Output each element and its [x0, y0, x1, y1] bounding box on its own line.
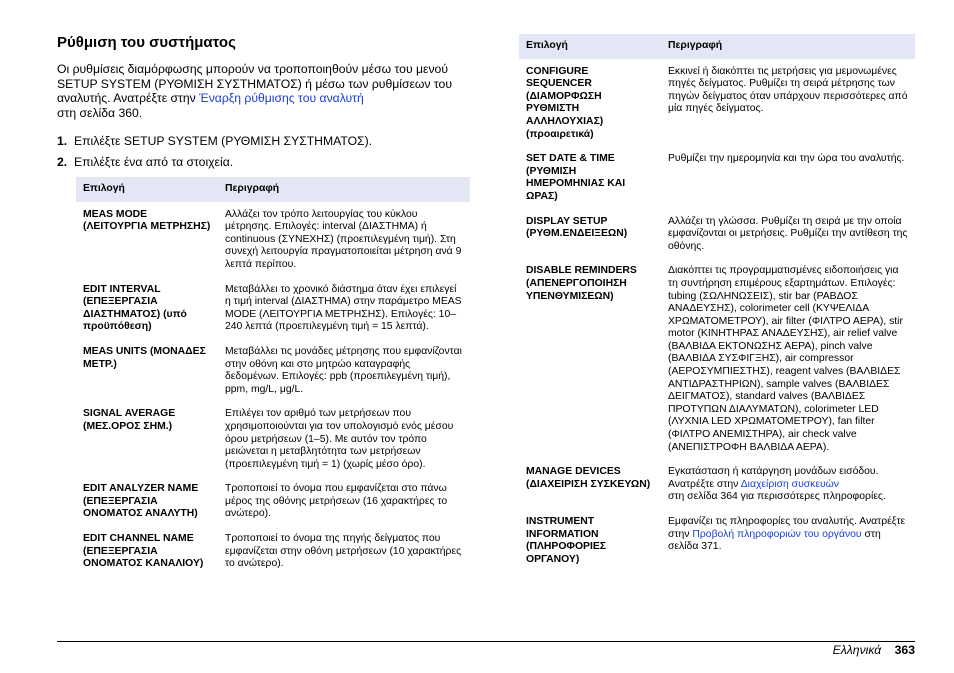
table-row: [76, 202, 470, 277]
option-cell: EDIT ANALYZER NAME (ΕΠΕΞΕΡΓΑΣΙΑ ΟΝΟΜΑΤΟΣ ΑΝΑΛΥΤΗ): [83, 483, 199, 520]
header-description: Περιγραφή: [218, 177, 470, 202]
table-header-row: [76, 177, 470, 202]
table-row: [519, 59, 915, 147]
table-row: [76, 277, 470, 339]
manage-devices-link[interactable]: Διαχείριση συσκευών: [740, 478, 839, 490]
description-cell: Εκκινεί ή διακόπτει τις μετρήσεις για μεμονωμένες πηγές δείγματος. Ρυθμίζει τη σειρά μέτρησης των πηγών δείγματος όταν υπάρχουν περισσότερες από μία πηγές δείγματος.: [668, 65, 908, 115]
intro-text: Οι ρυθμίσεις διαμόρφωσης μπορούν να τροποποιηθούν μέσω του μενού SETUP SYSTEM (ΡΥΘΜΙΣΗ ΣΥΣΤΗΜΑΤΟΣ) ή μέσω των ρυθμίσεων του αναλυτής. Ανατρέξτε στην: [57, 62, 452, 105]
option-cell: MEAS MODE (ΛΕΙΤΟΥΡΓΙΑ ΜΕΤΡΗΣΗΣ): [83, 208, 211, 233]
description-cell: Αλλάζει τη γλώσσα. Ρυθμίζει τη σειρά με την οποία εμφανίζονται οι μετρήσεις. Ρυθμίζει την αντίθεση της οθόνης.: [668, 215, 908, 252]
header-option: Επιλογή: [76, 177, 218, 202]
description-cell: Αλλάζει τον τρόπο λειτουργίας του κύκλου μέτρησης. Επιλογές: interval (ΔΙΑΣΤΗΜΑ) ή continuous (ΣΥΝΕΧΗΣ) (προεπιλεγμένη τιμή). Στη συνεχή λειτουργία πραγματοποιείται μέτρηση ανά 9 λεπτά περίπου.: [225, 208, 462, 270]
header-option: Επιλογή: [519, 34, 661, 59]
step-number: 2.: [57, 154, 68, 169]
page-number: 363: [894, 643, 915, 657]
step-item: [57, 134, 477, 149]
footer-language: Ελληνικά: [832, 643, 882, 657]
options-table-left: [76, 177, 470, 576]
description-cell: Μεταβάλλει τις μονάδες μέτρησης που εμφανίζονται στην οθόνη και στο μητρώο καταγραφής δεδομένων. Επιλογές: ppb (προεπιλεγμένη τιμή), ppm, mg/L, μg/L.: [225, 345, 462, 395]
table-row: [519, 146, 915, 208]
intro-paragraph: [57, 62, 477, 120]
table-row: [76, 526, 470, 576]
page-footer: [833, 643, 915, 657]
option-cell: SIGNAL AVERAGE (ΜΕΣ.ΟΡΟΣ ΣΗΜ.): [83, 408, 176, 432]
description-text: Εμφανίζει τις πληροφορίες του αναλυτής. Ανατρέξτε στην: [668, 516, 906, 540]
option-cell: MANAGE DEVICES (ΔΙΑΧΕΙΡΙΣΗ ΣΥΣΚΕΥΩΝ): [526, 466, 651, 490]
option-cell: INSTRUMENT INFORMATION (ΠΛΗΡΟΦΟΡΙΕΣ ΟΡΓΑΝΟΥ): [526, 516, 607, 565]
description-cell: Μεταβάλλει το χρονικό διάστημα όταν έχει επιλεγεί η τιμή interval (ΔΙΑΣΤΗΜΑ) στην παράμετρο MEAS MODE (ΛΕΙΤΟΥΡΓΙΑ ΜΕΤΡΗΣΗΣ). Επιλογές: 10–240 λεπτά (προεπιλεγμένη τιμή = 15 λεπτά).: [225, 283, 462, 333]
option-cell: DISPLAY SETUP (ΡΥΘΜ.ΕΝΔΕΙΞΕΩΝ): [526, 215, 628, 240]
step-item: [57, 155, 477, 170]
table-row: [76, 401, 470, 476]
option-cell: EDIT CHANNEL NAME (ΕΠΕΞΕΡΓΑΣΙΑ ΟΝΟΜΑΤΟΣ ΚΑΝΑΛΙΟΥ): [83, 533, 204, 570]
description-suffix: στη σελίδα 364 για περισσότερες πληροφορίες.: [668, 491, 886, 503]
section-title: Ρύθμιση του συστήματος: [57, 34, 236, 51]
steps-list: [57, 134, 477, 169]
table-row: [519, 459, 915, 509]
option-cell: CONFIGURE SEQUENCER (ΔΙΑΜΟΡΦΩΣΗ ΡΥΘΜΙΣΤΗ ΑΛΛΗΛΟΥΧΙΑΣ) (προαιρετικά): [526, 65, 604, 140]
description-cell: Τροποποιεί το όνομα που εμφανίζεται στο πάνω μέρος της οθόνης μετρήσεων (16 χαρακτήρες το ανώτερο).: [225, 483, 448, 520]
description-cell: Τροποποιεί το όνομα της πηγής δείγματος που εμφανίζεται στην οθόνη μετρήσεων (10 χαρακτήρες το ανώτερο).: [225, 533, 462, 570]
right-column: [519, 34, 915, 571]
options-table-right: [519, 34, 915, 571]
option-cell: DISABLE REMINDERS (ΑΠΕΝΕΡΓΟΠΟΙΗΣΗ ΥΠΕΝΘΥΜΙΣΕΩΝ): [526, 265, 637, 302]
intro-link[interactable]: Έναρξη ρύθμισης του αναλυτή: [199, 91, 364, 105]
table-row: [519, 209, 915, 259]
option-cell: EDIT INTERVAL (ΕΠΕΞΕΡΓΑΣΙΑ ΔΙΑΣΤΗΜΑΤΟΣ) (υπό προϋπόθεση): [83, 283, 187, 333]
step-number: 1.: [57, 134, 68, 148]
description-text: Εγκατάσταση ή κατάργηση μονάδων εισόδου. Ανατρέξτε στην: [668, 466, 879, 490]
description-suffix: στη σελίδα 371.: [668, 528, 881, 553]
step-text: Επιλέξτε ένα από τα στοιχεία.: [74, 154, 234, 169]
description-cell: Διακόπτει τις προγραμματισμένες ειδοποιήσεις για τη συντήρηση επιμέρους εξαρτημάτων. Επιλογές: tubing (ΣΩΛΗΝΩΣΕΙΣ), stir bar (ΡΑΒΔΟΣ ΑΝΑΔΕΥΣΗΣ), colorimeter cell (ΚΥΨΕΛΙΔΑ ΧΡΩΜΑΤΟΜΕΤΡΟΥ), air filter (ΦΙΛΤΡΟ ΑΕΡΑ), stir motor (ΚΙΝΗΤΗΡΑΣ ΑΝΑΔΕΥΣΗΣ), air relief valve (ΒΑΛΒΙΔΑ ΕΚΤΟΝΩΣΗΣ ΑΕΡΑ), pinch valve (ΒΑΛΒΙΔΑ ΣΥΣΦΙΓΞΗΣ), air compressor (ΑΕΡΟΣΥΜΠΙΕΣΤΗΣ), reagent valves (ΒΑΛΒΙΔΕΣ ΑΝΤΙΔΡΑΣΤΗΡΙΩΝ), sample valves (ΒΑΛΒΙΔΕΣ ΔΕΙΓΜΑΤΟΣ), standard valves (ΒΑΛΒΙΔΕΣ ΠΡΟΤΥΠΩΝ ΔΙΑΛΥΜΑΤΩΝ), colorimeter LED (ΛΥΧΝΙΑ LED ΧΡΩΜΑΤΟΜΕΤΡΟΥ), fan filter (ΦΙΛΤΡΟ ΑΝΕΜΙΣΤΗΡΑ), air check valve (ΑΝΕΠΙΣΤΡΟΦΗ ΒΑΛΒΙΔΑ ΑΕΡΑ).: [668, 265, 903, 453]
left-column: [57, 34, 477, 576]
header-description: Περιγραφή: [661, 34, 915, 59]
option-cell: MEAS UNITS (ΜΟΝΑΔΕΣ ΜΕΤΡ.): [83, 345, 206, 370]
table-header-row: [519, 34, 915, 59]
table-row: [76, 339, 470, 401]
description-cell: [661, 459, 915, 509]
step-text: Επιλέξτε SETUP SYSTEM (ΡΥΘΜΙΣΗ ΣΥΣΤΗΜΑΤΟΣ).: [74, 134, 373, 148]
description-cell: [661, 509, 915, 571]
table-row: [519, 509, 915, 571]
description-cell: Επιλέγει τον αριθμό των μετρήσεων που χρησιμοποιούνται για τον υπολογισμό ενός μέσου όρου μετρήσεων (1–5). Με αυτόν τον τρόπο μειώνεται η μεταβλητότητα των μετρήσεων (προεπιλεγμένη τιμή = 1) (χωρίς μέσο όρο).: [225, 408, 454, 470]
intro-suffix: στη σελίδα 360.: [57, 105, 143, 120]
instrument-info-link[interactable]: Προβολή πληροφοριών του οργάνου: [692, 528, 862, 540]
option-cell: SET DATE & TIME (ΡΥΘΜΙΣΗ ΗΜΕΡΟΜΗΝΙΑΣ ΚΑΙ ΩΡΑΣ): [526, 153, 626, 202]
description-cell: Ρυθμίζει την ημερομηνία και την ώρα του αναλυτής.: [668, 153, 905, 165]
table-row: [519, 258, 915, 459]
footer-divider: [57, 641, 915, 642]
table-row: [76, 476, 470, 526]
